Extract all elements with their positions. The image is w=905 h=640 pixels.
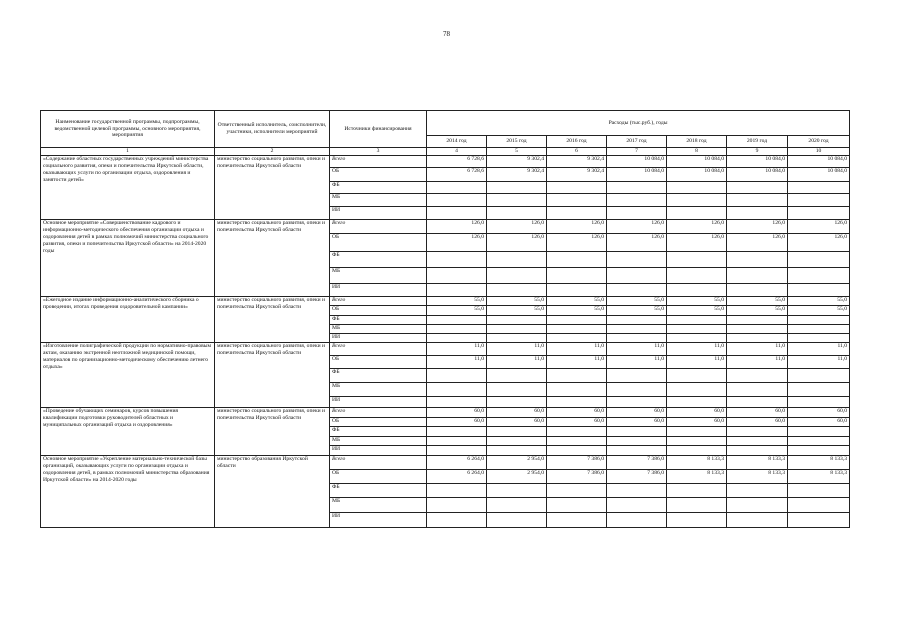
expense-value bbox=[788, 207, 850, 220]
table-row bbox=[41, 408, 850, 418]
expense-value: 8 133,3 bbox=[667, 470, 727, 484]
expense-value bbox=[788, 437, 850, 446]
funding-source: ИИ bbox=[330, 334, 427, 343]
expense-value: 11,0 bbox=[727, 343, 788, 356]
executor: министерство социального развития, опеки и попечительства Иркутской области bbox=[215, 408, 330, 456]
table-row bbox=[41, 343, 850, 356]
expense-value bbox=[727, 316, 788, 325]
expense-value: 6 728,6 bbox=[427, 168, 487, 182]
expense-value bbox=[607, 316, 667, 325]
column-number: 6 bbox=[547, 148, 607, 156]
column-number: 9 bbox=[727, 148, 788, 156]
expense-value: 11,0 bbox=[727, 356, 788, 369]
funding-source: ФБ bbox=[330, 316, 427, 325]
executor: министерство социального развития, опеки и попечительства Иркутской области bbox=[215, 297, 330, 343]
page-number: 78 bbox=[443, 30, 450, 38]
header-source: Источники финансирования bbox=[330, 111, 427, 148]
expense-value: 126,0 bbox=[788, 220, 850, 234]
expense-value bbox=[788, 325, 850, 334]
expense-value bbox=[547, 334, 607, 343]
expense-value bbox=[727, 446, 788, 456]
expense-value: 8 133,3 bbox=[727, 470, 788, 484]
expense-value: 9 302,4 bbox=[487, 168, 547, 182]
expense-value bbox=[547, 383, 607, 397]
expense-value: 55,0 bbox=[427, 306, 487, 316]
expense-value bbox=[427, 498, 487, 513]
executor: министерство образования Иркутской области bbox=[215, 456, 330, 528]
expense-value bbox=[487, 325, 547, 334]
table-row bbox=[41, 456, 850, 470]
expense-value: 126,0 bbox=[727, 234, 788, 252]
funding-source: ИИ bbox=[330, 513, 427, 528]
expense-value bbox=[667, 207, 727, 220]
expense-value: 10 084,0 bbox=[727, 156, 788, 168]
expense-value bbox=[727, 284, 788, 297]
expense-value bbox=[547, 427, 607, 437]
expense-value: 60,0 bbox=[547, 408, 607, 418]
header-year: 2014 год bbox=[427, 136, 487, 148]
expense-value: 11,0 bbox=[788, 343, 850, 356]
expense-value: 55,0 bbox=[487, 306, 547, 316]
expense-value bbox=[427, 427, 487, 437]
expense-value bbox=[607, 268, 667, 284]
column-number: 1 bbox=[41, 148, 215, 156]
expense-value bbox=[788, 182, 850, 194]
expense-value bbox=[487, 397, 547, 408]
expense-value bbox=[487, 182, 547, 194]
expense-value bbox=[788, 383, 850, 397]
expense-value: 126,0 bbox=[487, 234, 547, 252]
column-number: 2 bbox=[215, 148, 330, 156]
expense-value: 7 386,0 bbox=[607, 470, 667, 484]
expense-value bbox=[547, 284, 607, 297]
expense-value bbox=[427, 513, 487, 528]
column-number: 10 bbox=[788, 148, 850, 156]
expense-value bbox=[727, 325, 788, 334]
expense-value bbox=[788, 316, 850, 325]
funding-source: ОБ bbox=[330, 418, 427, 427]
expense-value bbox=[607, 334, 667, 343]
expense-value bbox=[487, 268, 547, 284]
expense-value: 126,0 bbox=[667, 234, 727, 252]
expense-value: 6 264,0 bbox=[427, 470, 487, 484]
funding-source: ИИ bbox=[330, 397, 427, 408]
expense-value bbox=[547, 484, 607, 498]
expense-value bbox=[667, 325, 727, 334]
expense-value bbox=[427, 397, 487, 408]
activity-name: Основное мероприятие «Укрепление материально-технической базы организаций, оказывающих услуги по организации отдыха и оздоровления детей, в рамках полномочий министерства образования Иркутской области» на 2014-2020 годы bbox=[41, 456, 215, 528]
funding-source: ФБ bbox=[330, 484, 427, 498]
expense-value bbox=[607, 437, 667, 446]
expense-value: 60,0 bbox=[727, 408, 788, 418]
expense-value: 6 264,0 bbox=[427, 456, 487, 470]
expense-value bbox=[788, 484, 850, 498]
expense-value bbox=[667, 182, 727, 194]
header-expenses: Расходы (тыс.руб.), годы bbox=[427, 111, 850, 136]
funding-source: Всего bbox=[330, 220, 427, 234]
executor: министерство социального развития, опеки и попечительства Иркутской области bbox=[215, 156, 330, 220]
expense-value bbox=[788, 427, 850, 437]
expense-value bbox=[727, 182, 788, 194]
funding-source: ИИ bbox=[330, 284, 427, 297]
funding-source: ИИ bbox=[330, 207, 427, 220]
expense-value: 60,0 bbox=[487, 408, 547, 418]
expense-value bbox=[547, 268, 607, 284]
executor: министерство социального развития, опеки и попечительства Иркутской области bbox=[215, 220, 330, 297]
expense-value bbox=[427, 252, 487, 268]
expense-value: 2 954,0 bbox=[487, 470, 547, 484]
funding-source: Всего bbox=[330, 456, 427, 470]
funding-source: ФБ bbox=[330, 427, 427, 437]
header-name: Наименование государственной программы, подпрограммы, ведомственной целевой программы, основного мероприятия, мероприятия bbox=[41, 111, 215, 148]
expense-value bbox=[667, 427, 727, 437]
expense-value bbox=[788, 284, 850, 297]
funding-source: ОБ bbox=[330, 306, 427, 316]
expense-value bbox=[427, 334, 487, 343]
expense-value bbox=[667, 484, 727, 498]
expense-value bbox=[487, 484, 547, 498]
activity-name: «Проведение обучающих семинаров, курсов повышения квалификации подготовки руководителей областных и муниципальных организаций отдыха и оздоровления» bbox=[41, 408, 215, 456]
expense-value bbox=[667, 268, 727, 284]
expense-value: 60,0 bbox=[788, 408, 850, 418]
table-row bbox=[41, 297, 850, 306]
column-number: 5 bbox=[487, 148, 547, 156]
expense-value: 7 386,0 bbox=[547, 456, 607, 470]
expense-value: 10 084,0 bbox=[788, 156, 850, 168]
expense-value: 8 133,3 bbox=[788, 456, 850, 470]
expense-value: 60,0 bbox=[607, 418, 667, 427]
header-executor: Ответственный исполнитель, соисполнители, участники, исполнители мероприятий bbox=[215, 111, 330, 148]
expense-value bbox=[487, 446, 547, 456]
expense-value: 60,0 bbox=[788, 418, 850, 427]
expense-value: 126,0 bbox=[487, 220, 547, 234]
expense-value: 55,0 bbox=[487, 297, 547, 306]
expense-value bbox=[788, 194, 850, 207]
expense-value bbox=[788, 513, 850, 528]
expense-value: 55,0 bbox=[727, 297, 788, 306]
expense-value bbox=[427, 437, 487, 446]
expense-value bbox=[427, 284, 487, 297]
expense-value: 10 084,0 bbox=[607, 156, 667, 168]
expense-value bbox=[547, 207, 607, 220]
expense-value: 8 133,3 bbox=[667, 456, 727, 470]
expense-value bbox=[487, 194, 547, 207]
expense-value: 11,0 bbox=[547, 356, 607, 369]
expense-value: 2 954,0 bbox=[487, 456, 547, 470]
expense-value bbox=[667, 316, 727, 325]
expense-value bbox=[547, 252, 607, 268]
expense-value bbox=[727, 252, 788, 268]
expense-value bbox=[727, 207, 788, 220]
expense-value bbox=[607, 369, 667, 383]
expense-value bbox=[427, 446, 487, 456]
expense-value: 55,0 bbox=[667, 306, 727, 316]
expense-value bbox=[487, 207, 547, 220]
expense-value: 55,0 bbox=[547, 297, 607, 306]
expense-value bbox=[788, 498, 850, 513]
expense-value bbox=[487, 498, 547, 513]
funding-source: Всего bbox=[330, 297, 427, 306]
expense-value: 6 728,6 bbox=[427, 156, 487, 168]
expense-value: 126,0 bbox=[667, 220, 727, 234]
expense-value bbox=[547, 325, 607, 334]
funding-source: МБ bbox=[330, 383, 427, 397]
expense-value: 9 302,4 bbox=[487, 156, 547, 168]
expense-value bbox=[607, 182, 667, 194]
expense-value bbox=[667, 437, 727, 446]
expense-value bbox=[547, 513, 607, 528]
expense-value: 60,0 bbox=[667, 418, 727, 427]
expense-value bbox=[727, 437, 788, 446]
expense-value: 11,0 bbox=[667, 356, 727, 369]
expense-value bbox=[727, 397, 788, 408]
expense-value: 11,0 bbox=[427, 356, 487, 369]
expense-value bbox=[607, 252, 667, 268]
expense-value bbox=[667, 446, 727, 456]
expense-value: 11,0 bbox=[607, 343, 667, 356]
expense-value bbox=[547, 437, 607, 446]
expense-value bbox=[427, 325, 487, 334]
expense-value bbox=[487, 369, 547, 383]
expense-value bbox=[667, 369, 727, 383]
expense-value: 60,0 bbox=[547, 418, 607, 427]
table-row bbox=[41, 220, 850, 234]
expense-value bbox=[607, 383, 667, 397]
expense-value bbox=[727, 369, 788, 383]
expense-value: 126,0 bbox=[427, 220, 487, 234]
expense-value bbox=[547, 182, 607, 194]
expense-value bbox=[427, 268, 487, 284]
expense-value: 60,0 bbox=[427, 418, 487, 427]
expense-value bbox=[788, 446, 850, 456]
expense-value bbox=[727, 334, 788, 343]
expense-value: 11,0 bbox=[607, 356, 667, 369]
expense-value: 9 302,4 bbox=[547, 168, 607, 182]
expense-value: 55,0 bbox=[727, 306, 788, 316]
expense-value: 8 133,3 bbox=[788, 470, 850, 484]
funding-source: ФБ bbox=[330, 252, 427, 268]
expense-value: 60,0 bbox=[427, 408, 487, 418]
expense-value bbox=[788, 268, 850, 284]
expense-value bbox=[607, 397, 667, 408]
expense-value: 55,0 bbox=[788, 297, 850, 306]
expense-value bbox=[547, 369, 607, 383]
table-row bbox=[41, 156, 850, 168]
expense-value bbox=[547, 194, 607, 207]
expense-value bbox=[667, 397, 727, 408]
expense-value bbox=[487, 284, 547, 297]
expense-value: 60,0 bbox=[667, 408, 727, 418]
expense-value bbox=[547, 498, 607, 513]
expense-value bbox=[727, 194, 788, 207]
expense-value bbox=[487, 316, 547, 325]
expense-value: 11,0 bbox=[547, 343, 607, 356]
header-year: 2018 год bbox=[667, 136, 727, 148]
expense-value bbox=[547, 397, 607, 408]
funding-source: МБ bbox=[330, 268, 427, 284]
funding-source: МБ bbox=[330, 325, 427, 334]
column-number: 4 bbox=[427, 148, 487, 156]
header-year: 2017 год bbox=[607, 136, 667, 148]
expense-value bbox=[727, 268, 788, 284]
funding-source: ИИ bbox=[330, 446, 427, 456]
expense-value bbox=[607, 446, 667, 456]
expense-value: 10 084,0 bbox=[727, 168, 788, 182]
activity-name: Основное мероприятие «Совершенствование кадрового и информационно-методического обеспечения организации отдыха и оздоровления детей в рамках полномочий министерства социального развития, опеки и попечительства Иркутской области» на 2014-2020 годы bbox=[41, 220, 215, 297]
expense-value bbox=[427, 207, 487, 220]
header-year: 2016 год bbox=[547, 136, 607, 148]
funding-source: ФБ bbox=[330, 369, 427, 383]
expense-value bbox=[788, 334, 850, 343]
expense-value bbox=[487, 383, 547, 397]
activity-name: «Изготовление полиграфической продукции по нормативно-правовым актам, оказанию экстренной неотложной медицинской помощи, материалов по организационно-методическому обеспечению летнего отдыха» bbox=[41, 343, 215, 408]
expense-value: 126,0 bbox=[547, 220, 607, 234]
expense-value: 60,0 bbox=[727, 418, 788, 427]
expense-value bbox=[667, 252, 727, 268]
expense-value: 55,0 bbox=[607, 297, 667, 306]
expense-value bbox=[607, 498, 667, 513]
expense-value: 10 084,0 bbox=[607, 168, 667, 182]
expense-value: 7 386,0 bbox=[547, 470, 607, 484]
expense-value: 11,0 bbox=[788, 356, 850, 369]
expense-value bbox=[667, 194, 727, 207]
expense-value: 11,0 bbox=[487, 343, 547, 356]
header-year: 2015 год bbox=[487, 136, 547, 148]
expense-value: 126,0 bbox=[607, 220, 667, 234]
expense-value bbox=[607, 284, 667, 297]
expense-value: 60,0 bbox=[607, 408, 667, 418]
expense-value bbox=[667, 334, 727, 343]
executor: министерство социального развития, опеки и попечительства Иркутской области bbox=[215, 343, 330, 408]
expense-value: 55,0 bbox=[667, 297, 727, 306]
funding-source: МБ bbox=[330, 498, 427, 513]
expense-value: 7 386,0 bbox=[607, 456, 667, 470]
expense-value: 126,0 bbox=[727, 220, 788, 234]
expense-value bbox=[727, 427, 788, 437]
column-number: 8 bbox=[667, 148, 727, 156]
expense-value: 9 302,4 bbox=[547, 156, 607, 168]
expense-value bbox=[547, 446, 607, 456]
funding-source: ОБ bbox=[330, 234, 427, 252]
funding-source: МБ bbox=[330, 194, 427, 207]
expense-value bbox=[427, 484, 487, 498]
expense-value bbox=[788, 369, 850, 383]
expense-value bbox=[607, 484, 667, 498]
expense-value bbox=[727, 498, 788, 513]
expense-value bbox=[727, 383, 788, 397]
expense-value bbox=[487, 437, 547, 446]
expense-value bbox=[487, 334, 547, 343]
column-number: 7 bbox=[607, 148, 667, 156]
expenses-table bbox=[40, 110, 850, 528]
expense-value: 126,0 bbox=[427, 234, 487, 252]
expense-value bbox=[607, 194, 667, 207]
funding-source: Всего bbox=[330, 408, 427, 418]
expense-value bbox=[607, 427, 667, 437]
expense-value bbox=[607, 513, 667, 528]
expense-value bbox=[427, 316, 487, 325]
expense-value bbox=[607, 207, 667, 220]
expense-value bbox=[667, 284, 727, 297]
expense-value bbox=[427, 182, 487, 194]
expense-value bbox=[427, 383, 487, 397]
funding-source: ОБ bbox=[330, 356, 427, 369]
header-year: 2020 год bbox=[788, 136, 850, 148]
expense-value: 11,0 bbox=[487, 356, 547, 369]
expense-value: 8 133,3 bbox=[727, 456, 788, 470]
expense-value bbox=[487, 513, 547, 528]
expense-value bbox=[487, 427, 547, 437]
expense-value bbox=[427, 194, 487, 207]
funding-source: ФБ bbox=[330, 182, 427, 194]
funding-source: ОБ bbox=[330, 470, 427, 484]
funding-source: МБ bbox=[330, 437, 427, 446]
expense-value: 55,0 bbox=[788, 306, 850, 316]
header-year: 2019 год bbox=[727, 136, 788, 148]
funding-source: Всего bbox=[330, 343, 427, 356]
activity-name: «Ежегодное издание информационно-аналитического сборника о проведении, итогах проведения оздоровительной кампании» bbox=[41, 297, 215, 343]
expense-value: 11,0 bbox=[667, 343, 727, 356]
expense-value bbox=[667, 498, 727, 513]
expense-value: 10 084,0 bbox=[667, 168, 727, 182]
column-number: 3 bbox=[330, 148, 427, 156]
funding-source: ОБ bbox=[330, 168, 427, 182]
expense-value bbox=[727, 513, 788, 528]
expense-value bbox=[547, 316, 607, 325]
expense-value: 126,0 bbox=[607, 234, 667, 252]
expense-value bbox=[788, 252, 850, 268]
expense-value bbox=[727, 484, 788, 498]
expense-value: 55,0 bbox=[427, 297, 487, 306]
expense-value: 60,0 bbox=[487, 418, 547, 427]
expense-value bbox=[427, 369, 487, 383]
expense-value bbox=[667, 513, 727, 528]
expense-value: 10 084,0 bbox=[788, 168, 850, 182]
expense-value: 55,0 bbox=[607, 306, 667, 316]
expense-value: 126,0 bbox=[547, 234, 607, 252]
funding-source: Всего bbox=[330, 156, 427, 168]
expense-value: 126,0 bbox=[788, 234, 850, 252]
expense-value bbox=[788, 397, 850, 408]
expense-value bbox=[487, 252, 547, 268]
expense-value bbox=[607, 325, 667, 334]
expense-value bbox=[667, 383, 727, 397]
activity-name: «Содержание областных государственных учреждений министерства социального развития, опеки и попечительства Иркутской области, оказывающих услуги по организации отдыха, оздоровления и занятости детей» bbox=[41, 156, 215, 220]
expense-value: 55,0 bbox=[547, 306, 607, 316]
expense-value: 11,0 bbox=[427, 343, 487, 356]
expense-value: 10 084,0 bbox=[667, 156, 727, 168]
